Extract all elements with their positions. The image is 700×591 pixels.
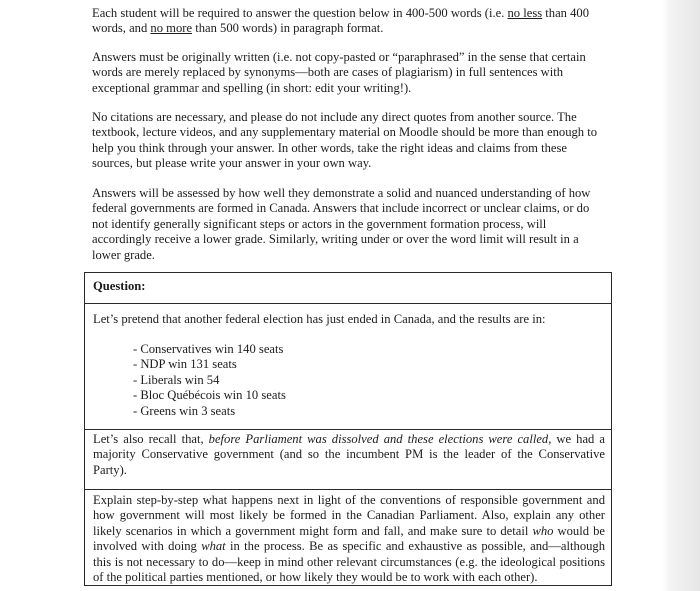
question-explain-cell: [85, 489, 611, 586]
result-item: - Liberals win 54: [133, 372, 220, 387]
underlined-text: no less: [507, 6, 543, 20]
question-box: [84, 272, 612, 586]
instructions-paragraph-citations: No citations are necessary, and please do not include any direct quotes from another source. The textbook, lecture videos, and any supplementary material on Moodle should be more than enough to help you think through your answer. In other words, take the right ideas and claims from these sources, but please write your answer in your own way.: [92, 110, 598, 171]
question-intro: Let’s pretend that another federal election has just ended in Canada, and the results are in:: [93, 312, 546, 326]
text-run: Each student will be required to answer the question below in 400-500 words (i.e.: [92, 6, 508, 20]
instructions-paragraph-originality: Answers must be originally written (i.e. not copy-pasted or “paraphrased” in the sense that certain words are merely replaced by synonyms—both are cases of plagiarism) in full sentences with exceptional grammar and spelling (in short: edit your writing!).: [92, 50, 586, 95]
result-item: - Bloc Québécois win 10 seats: [133, 388, 286, 403]
question-recall-cell: [85, 429, 611, 490]
underlined-text: no more: [150, 21, 193, 36]
result-item: - Greens win 3 seats: [133, 403, 236, 418]
question-explain: Explain step-by-step what happens next in light of the conventions of responsible government and how government will most likely be formed in the Canadian Parliament. Also, explain any other likely scenarios in which a government might form and fall, and make sure to detail who would be involved with doing what in the process. Be as specific and exhaustive as possible, and—although this is not necessary to do—keep in mind other relevant circumstances (e.g. the ideological positions of the political parties mentioned, or how likely they would be to work with each other).: [93, 493, 606, 585]
question-heading: Question:: [93, 279, 146, 293]
election-results-list: [133, 342, 286, 419]
question-recall: Let’s also recall that, before Parliament was dissolved and these elections were called, we had a majority Conservative government (and so the incumbent PM is the leader of the Conservative Party).: [93, 432, 605, 477]
instructions-paragraph-assessment: Answers will be assessed by how well they demonstrate a solid and nuanced understanding of how federal governments are formed in Canada. Answers that include incorrect or unclear claims, or do not identify generally significant steps or actors in the government formation process, will accordingly receive a lower grade. Similarly, writing under or over the word limit will result in a lower grade.: [92, 186, 591, 262]
text-run: than 400 words, and: [92, 6, 590, 36]
result-item: - NDP win 131 seats: [133, 357, 237, 372]
instructions-paragraph-word-count: [92, 6, 608, 37]
question-scenario-cell: [85, 303, 611, 432]
result-item: - Conservatives win 140 seats: [133, 342, 284, 356]
text-run: than 500 words) in paragraph format.: [192, 21, 384, 36]
